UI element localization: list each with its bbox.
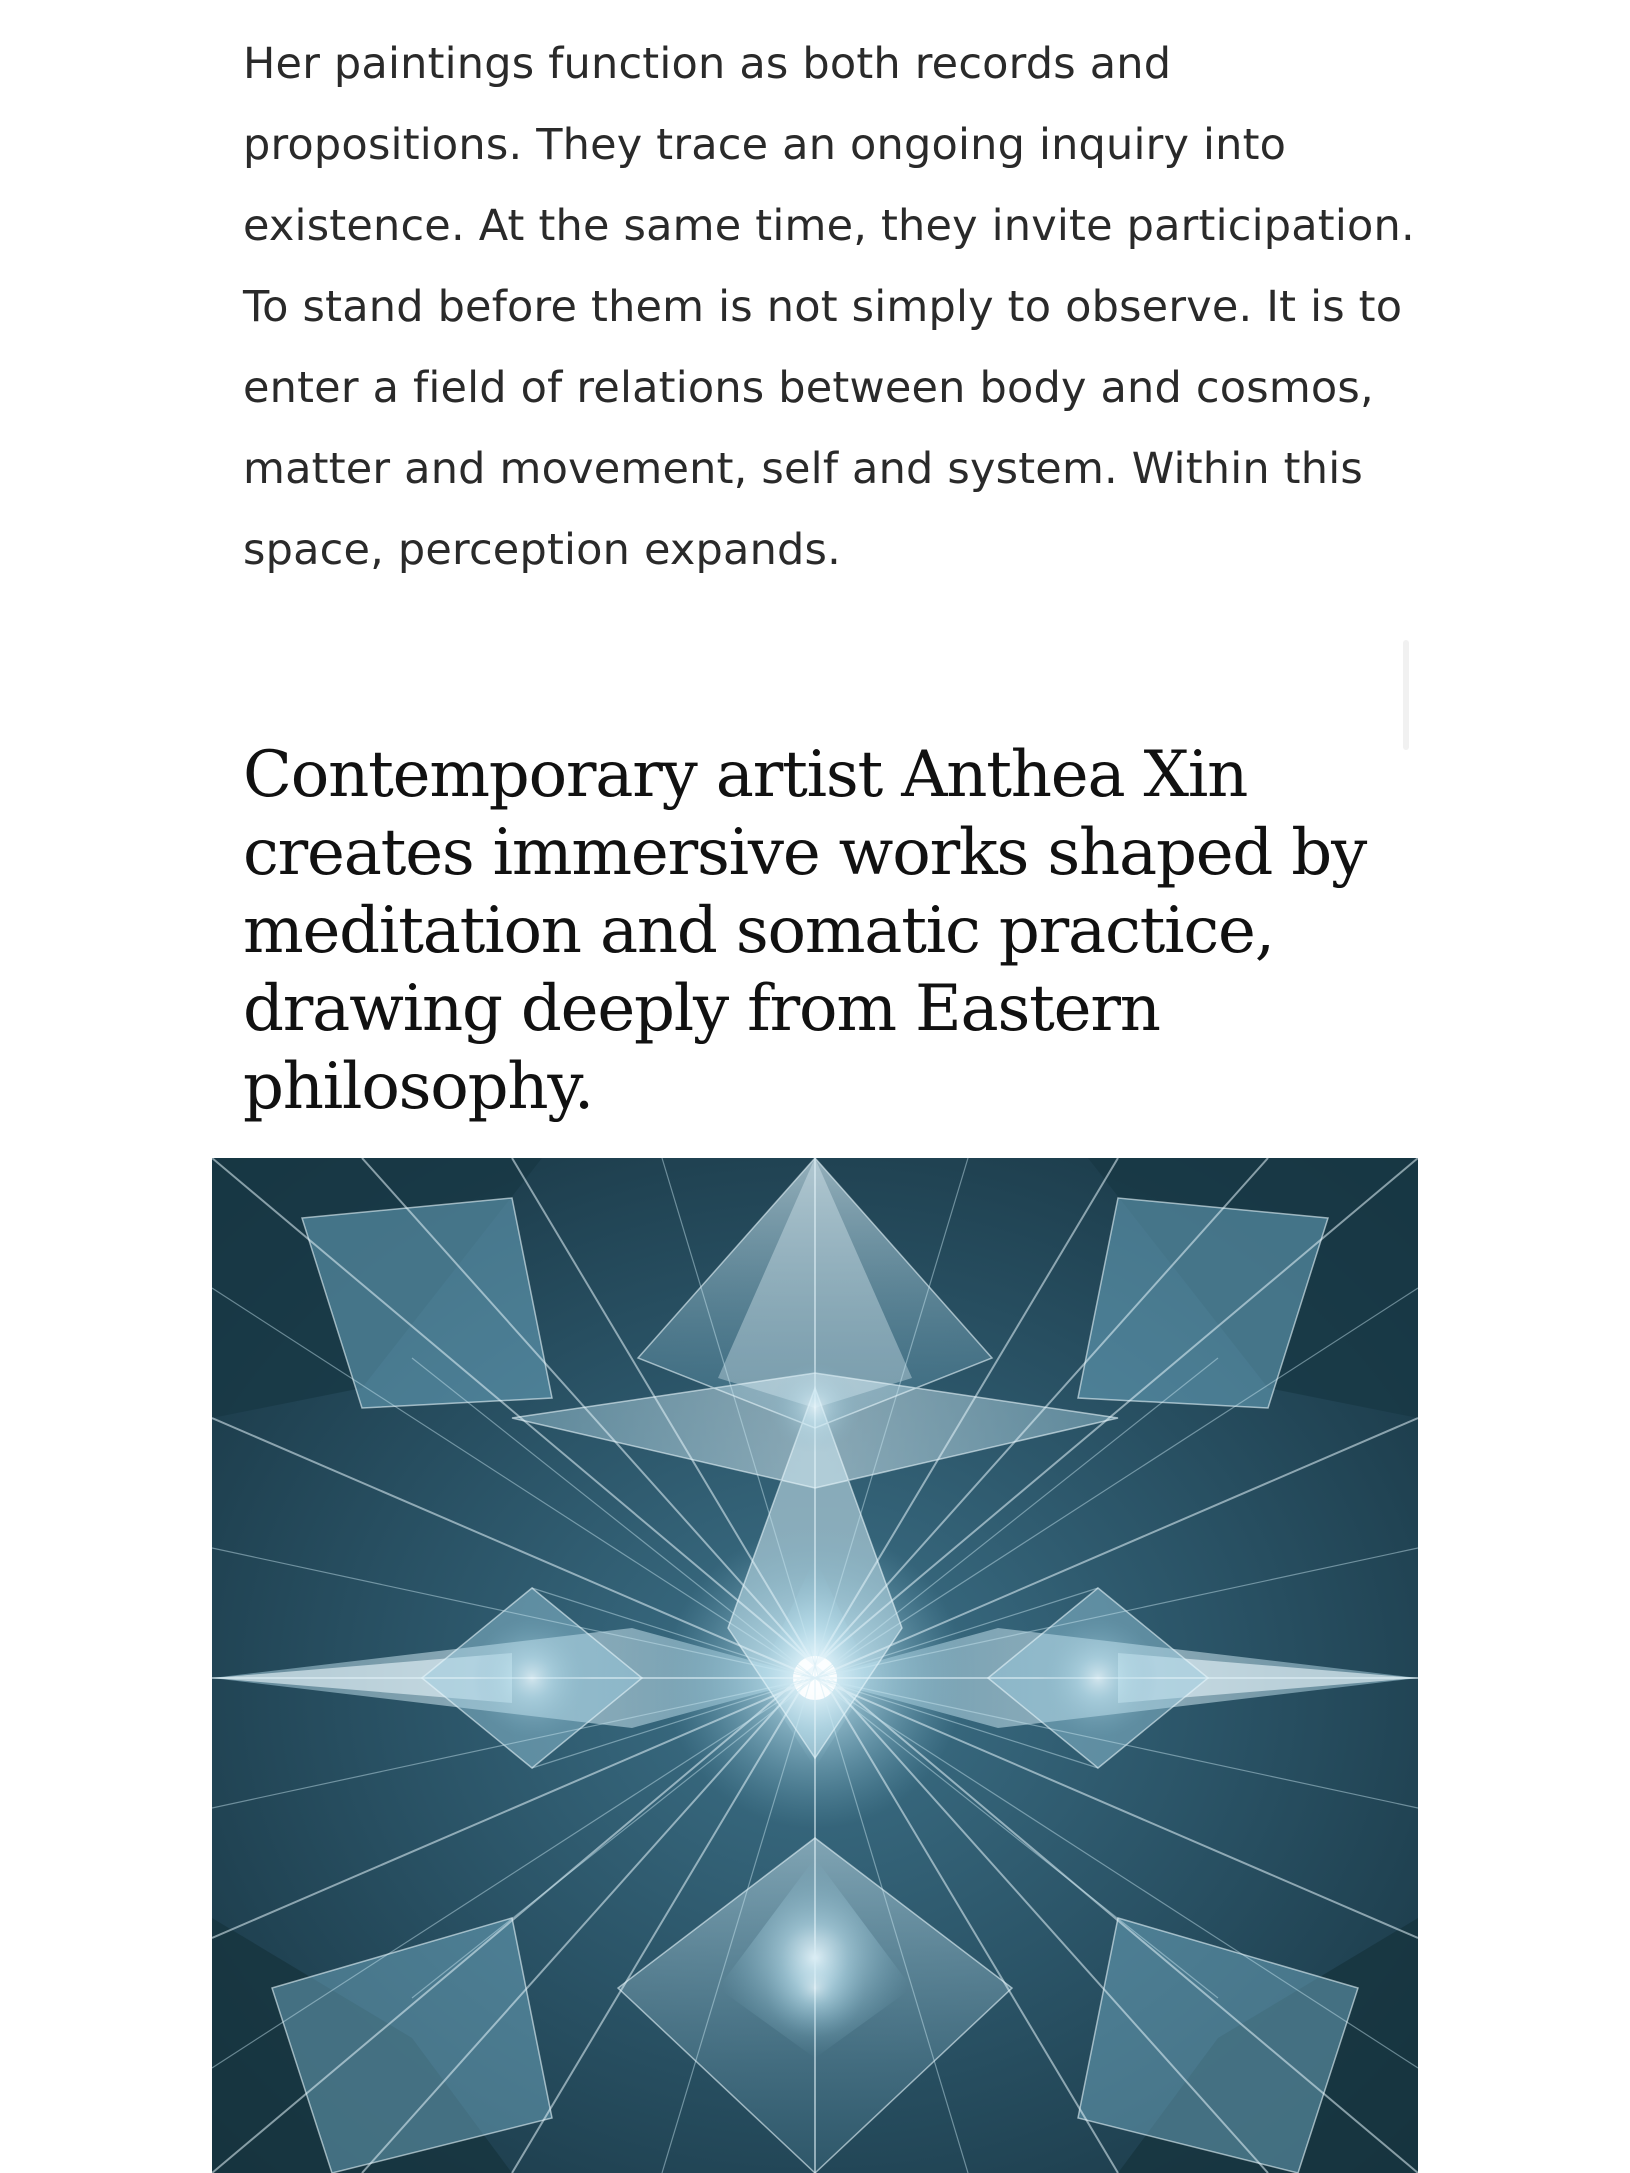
article-headline: Contemporary artist Anthea Xin creates immersive works shaped by meditation and somatic practice, drawing deeply from Eastern philosophy. [243,738,1367,1124]
crystalline-painting [212,1158,1418,2173]
body-paragraph: Her paintings function as both records and propositions. They trace an ongoing inquiry into existence. At the same time, they invite participation. To stand before them is not simply to observe. It is to enter a field of relations between body and cosmos, matter and movement, self and system. Within this space, perception expands. [243,39,1415,575]
scroll-indicator[interactable] [1403,640,1409,750]
artwork-image [212,1158,1418,2173]
